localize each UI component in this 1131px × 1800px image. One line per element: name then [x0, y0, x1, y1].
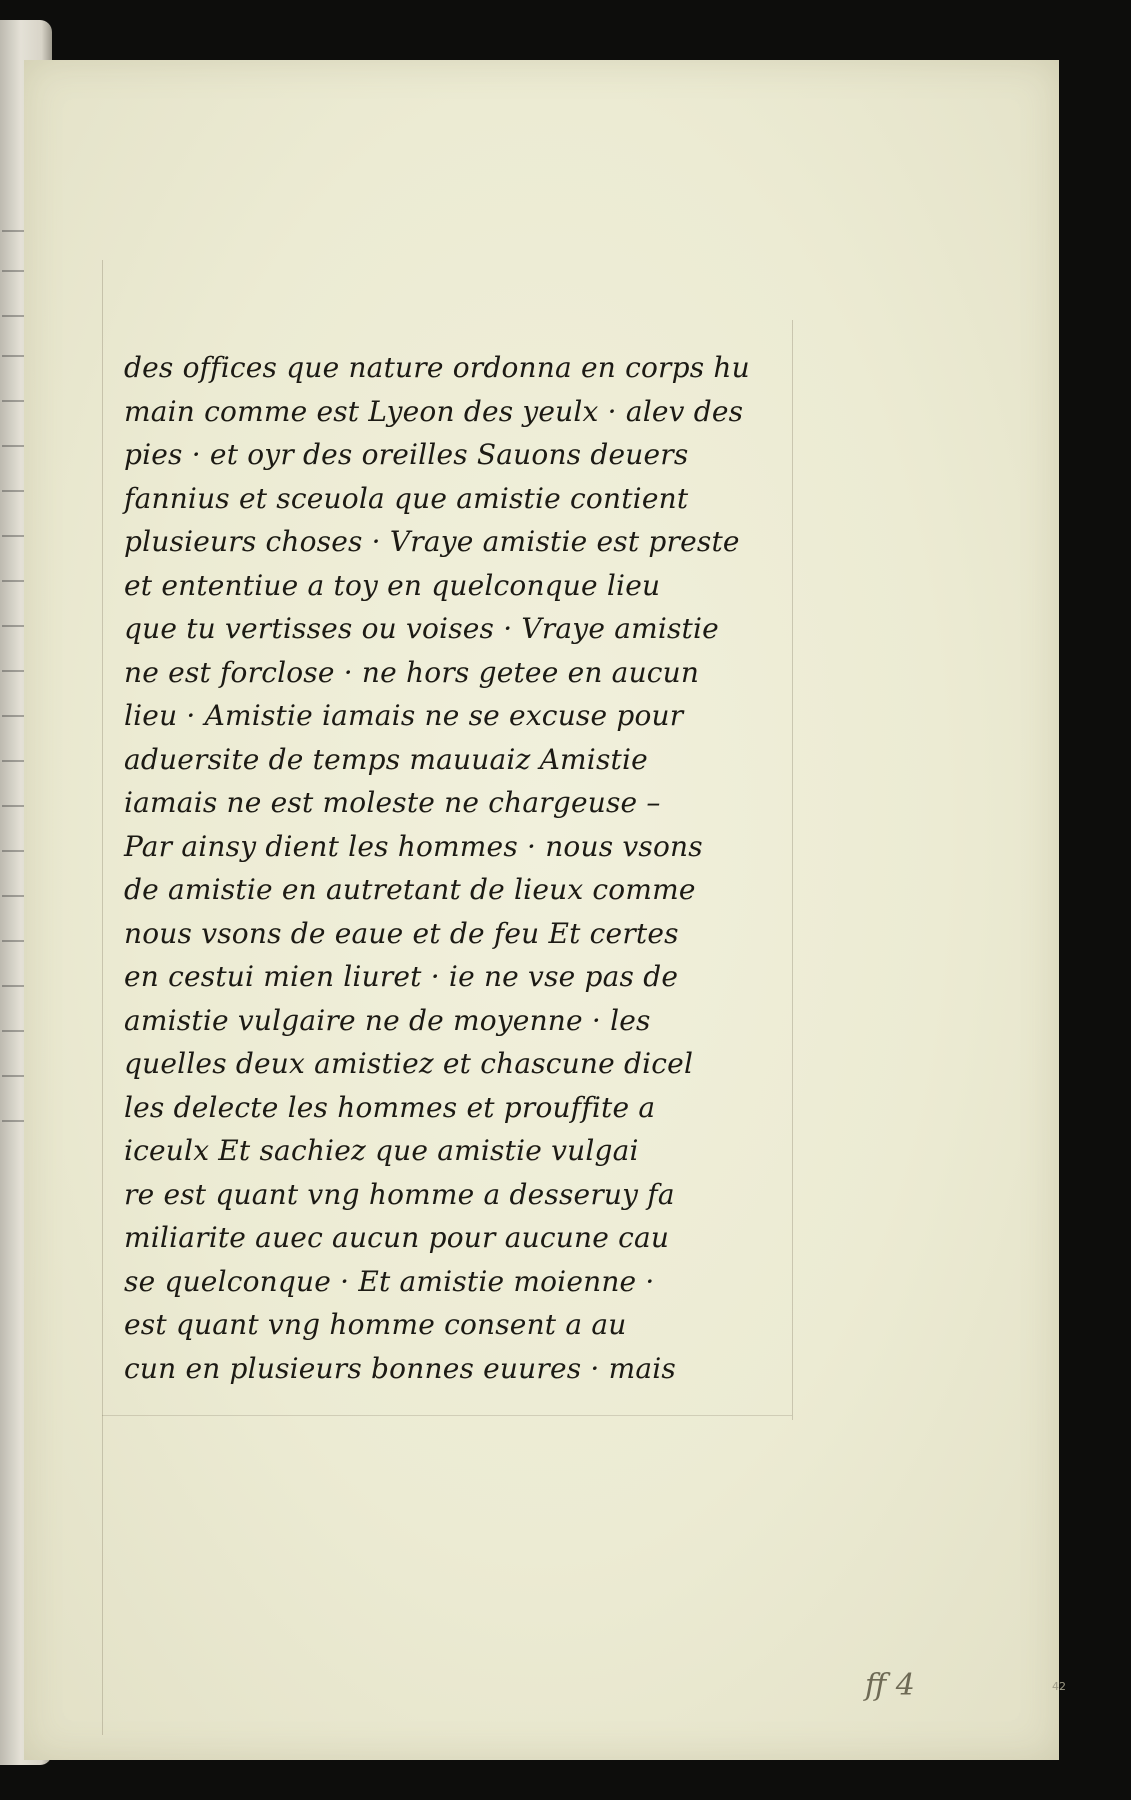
- text-line: miliarite auec aucun pour aucune cau: [124, 1221, 670, 1254]
- text-line: ne est forclose · ne hors getee en aucun: [124, 655, 700, 689]
- text-line: pies · et oyr des oreilles Sauons deuers: [124, 438, 689, 471]
- text-line: main comme est Lyeon des yeulx · alev des: [124, 394, 744, 428]
- text-line: iamais ne est moleste ne chargeuse –: [124, 786, 661, 819]
- text-line: iceulx Et sachiez que amistie vulgai: [124, 1134, 639, 1167]
- text-line: amistie vulgaire ne de moyenne · les: [124, 1003, 651, 1037]
- text-line: re est quant vng homme a desseruy fa: [124, 1177, 675, 1211]
- text-line: des offices que nature ordonna en corps hu: [124, 351, 750, 384]
- text-line: cun en plusieurs bonnes euures · mais: [124, 1351, 676, 1385]
- text-line: que tu vertisses ou voises · Vraye amistie: [124, 612, 719, 645]
- text-line: est quant vng homme consent a au: [124, 1308, 627, 1341]
- text-line: nous vsons de eaue et de feu Et certes: [124, 916, 679, 950]
- text-line: de amistie en autretant de lieux comme: [124, 873, 696, 906]
- text-line: et ententiue a toy en quelconque lieu: [124, 568, 661, 602]
- text-line: plusieurs choses · Vraye amistie est preste: [124, 525, 740, 558]
- ruling-line-left: [102, 260, 103, 1735]
- text-line: lieu · Amistie iamais ne se excuse pour: [124, 699, 684, 732]
- text-line: en cestui mien liuret · ie ne vse pas de: [124, 960, 679, 993]
- text-line: quelles deux amistiez et chascune dicel: [124, 1047, 694, 1080]
- text-line: fannius et sceuola que amistie contient: [124, 481, 689, 515]
- text-line: les delecte les hommes et prouffite a: [124, 1090, 656, 1124]
- text-line: se quelconque · Et amistie moienne ·: [124, 1264, 655, 1298]
- ruling-line-bottom: [102, 1415, 792, 1416]
- manuscript-page: [24, 60, 1059, 1760]
- text-line: Par ainsy dient les hommes · nous vsons: [124, 829, 703, 863]
- text-line: aduersite de temps mauuaiz Amistie: [124, 742, 648, 776]
- shelf-mark: ff 4: [865, 1668, 915, 1703]
- folio-number: 42: [1052, 1680, 1066, 1693]
- manuscript-text-block: [124, 346, 824, 1390]
